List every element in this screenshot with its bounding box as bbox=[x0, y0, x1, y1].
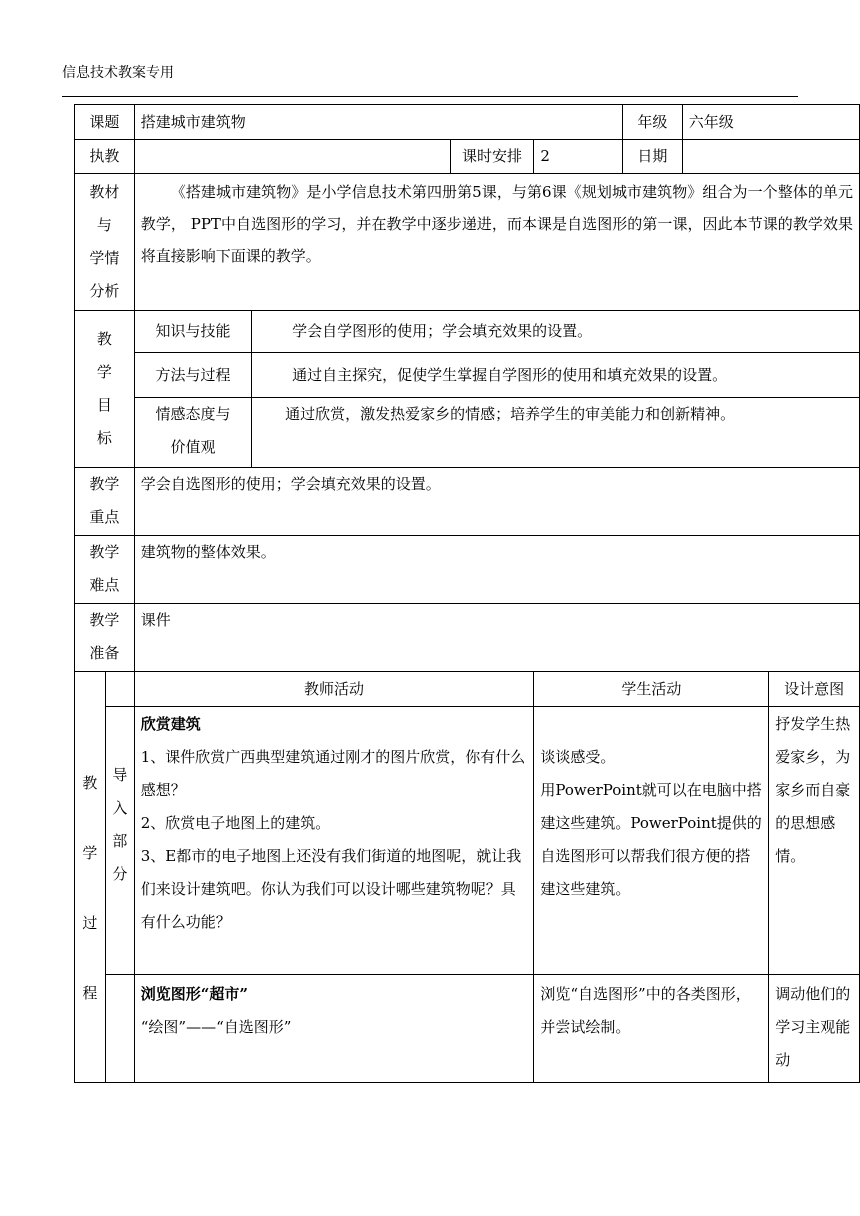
intro-teacher-line-2: 2、欣赏电子地图上的建筑。 bbox=[140, 814, 331, 832]
analysis-text: 《搭建城市建筑物》是小学信息技术第四册第5课，与第6课《规划城市建筑物》组合为一个整体的单元教学， PPT中自选图形的学习，并在教学中逐步递进，而本课是自选图形的第一课，因此本节课的教学效果将直接影响下面课的教学。 bbox=[134, 174, 859, 311]
hours-value: 2 bbox=[534, 140, 623, 174]
phase-header-blank bbox=[105, 672, 134, 707]
key-points-text: 学会自选图形的使用；学会填充效果的设置。 bbox=[134, 468, 859, 536]
goal-emotion-text: 通过欣赏，激发热爱家乡的情感；培养学生的审美能力和创新精神。 bbox=[252, 398, 860, 468]
analysis-label: 教材 与 学情 分析 bbox=[75, 174, 135, 311]
intro-teacher-title: 欣赏建筑 bbox=[140, 715, 201, 733]
browse-phase-label bbox=[105, 975, 134, 1083]
preparation-label: 教学 准备 bbox=[75, 604, 135, 672]
goals-label: 教 学 目 标 bbox=[75, 311, 135, 468]
browse-student-activity: 浏览“自选图形”中的各类图形，并尝试绘制。 bbox=[534, 975, 769, 1083]
difficulties-label: 教学 难点 bbox=[75, 536, 135, 604]
intro-teacher-line-1: 1、课件欣赏广西典型建筑通过刚才的图片欣赏，你有什么感想？ bbox=[140, 748, 526, 799]
design-intent-header: 设计意图 bbox=[769, 672, 860, 707]
page-header: 信息技术教案专用 bbox=[62, 65, 174, 81]
topic-label: 课题 bbox=[75, 105, 135, 140]
header-rule bbox=[62, 96, 798, 97]
goal-method-label: 方法与过程 bbox=[134, 353, 251, 398]
intro-teacher-line-3: 3、E都市的电子地图上还没有我们街道的地图呢，就让我们来设计建筑吧。你认为我们可以设计哪些建筑物呢？具有什么功能？ bbox=[140, 847, 522, 931]
goal-method-text: 通过自主探究，促使学生掌握自学图形的使用和填充效果的设置。 bbox=[252, 353, 860, 398]
student-activity-header: 学生活动 bbox=[534, 672, 769, 707]
intro-student-line-2: 用PowerPoint就可以在电脑中搭建这些建筑。PowerPoint提供的自选图形可以帮我们很方便的搭建这些建筑。 bbox=[540, 781, 762, 898]
lesson-plan-table bbox=[74, 104, 860, 1083]
browse-teacher-title: 浏览图形“超市” bbox=[140, 985, 249, 1003]
teacher-activity-header: 教师活动 bbox=[134, 672, 534, 707]
preparation-text: 课件 bbox=[134, 604, 859, 672]
intro-phase-label: 导 入 部 分 bbox=[105, 707, 134, 975]
browse-teacher-activity bbox=[134, 975, 534, 1083]
goal-knowledge-text: 学会自学图形的使用；学会填充效果的设置。 bbox=[252, 311, 860, 353]
intro-student-line-1: 谈谈感受。 bbox=[540, 748, 616, 766]
key-points-label: 教学 重点 bbox=[75, 468, 135, 536]
grade-value: 六年级 bbox=[682, 105, 859, 140]
goal-knowledge-label: 知识与技能 bbox=[134, 311, 251, 353]
browse-teacher-line: “绘图”——“自选图形” bbox=[140, 1018, 292, 1036]
date-value bbox=[682, 140, 859, 174]
browse-design-intent: 调动他们的学习主观能动 bbox=[769, 975, 860, 1083]
difficulties-text: 建筑物的整体效果。 bbox=[134, 536, 859, 604]
intro-student-activity bbox=[534, 707, 769, 975]
topic-value: 搭建城市建筑物 bbox=[134, 105, 622, 140]
teacher-label: 执教 bbox=[75, 140, 135, 174]
hours-label: 课时安排 bbox=[450, 140, 534, 174]
process-label: 教 学 过 程 bbox=[75, 672, 106, 1083]
goal-emotion-label: 情感态度与 价值观 bbox=[134, 398, 251, 468]
grade-label: 年级 bbox=[622, 105, 682, 140]
teacher-value bbox=[134, 140, 450, 174]
intro-design-intent: 抒发学生热爱家乡，为家乡而自豪的思想感情。 bbox=[769, 707, 860, 975]
intro-teacher-activity bbox=[134, 707, 534, 975]
date-label: 日期 bbox=[622, 140, 682, 174]
